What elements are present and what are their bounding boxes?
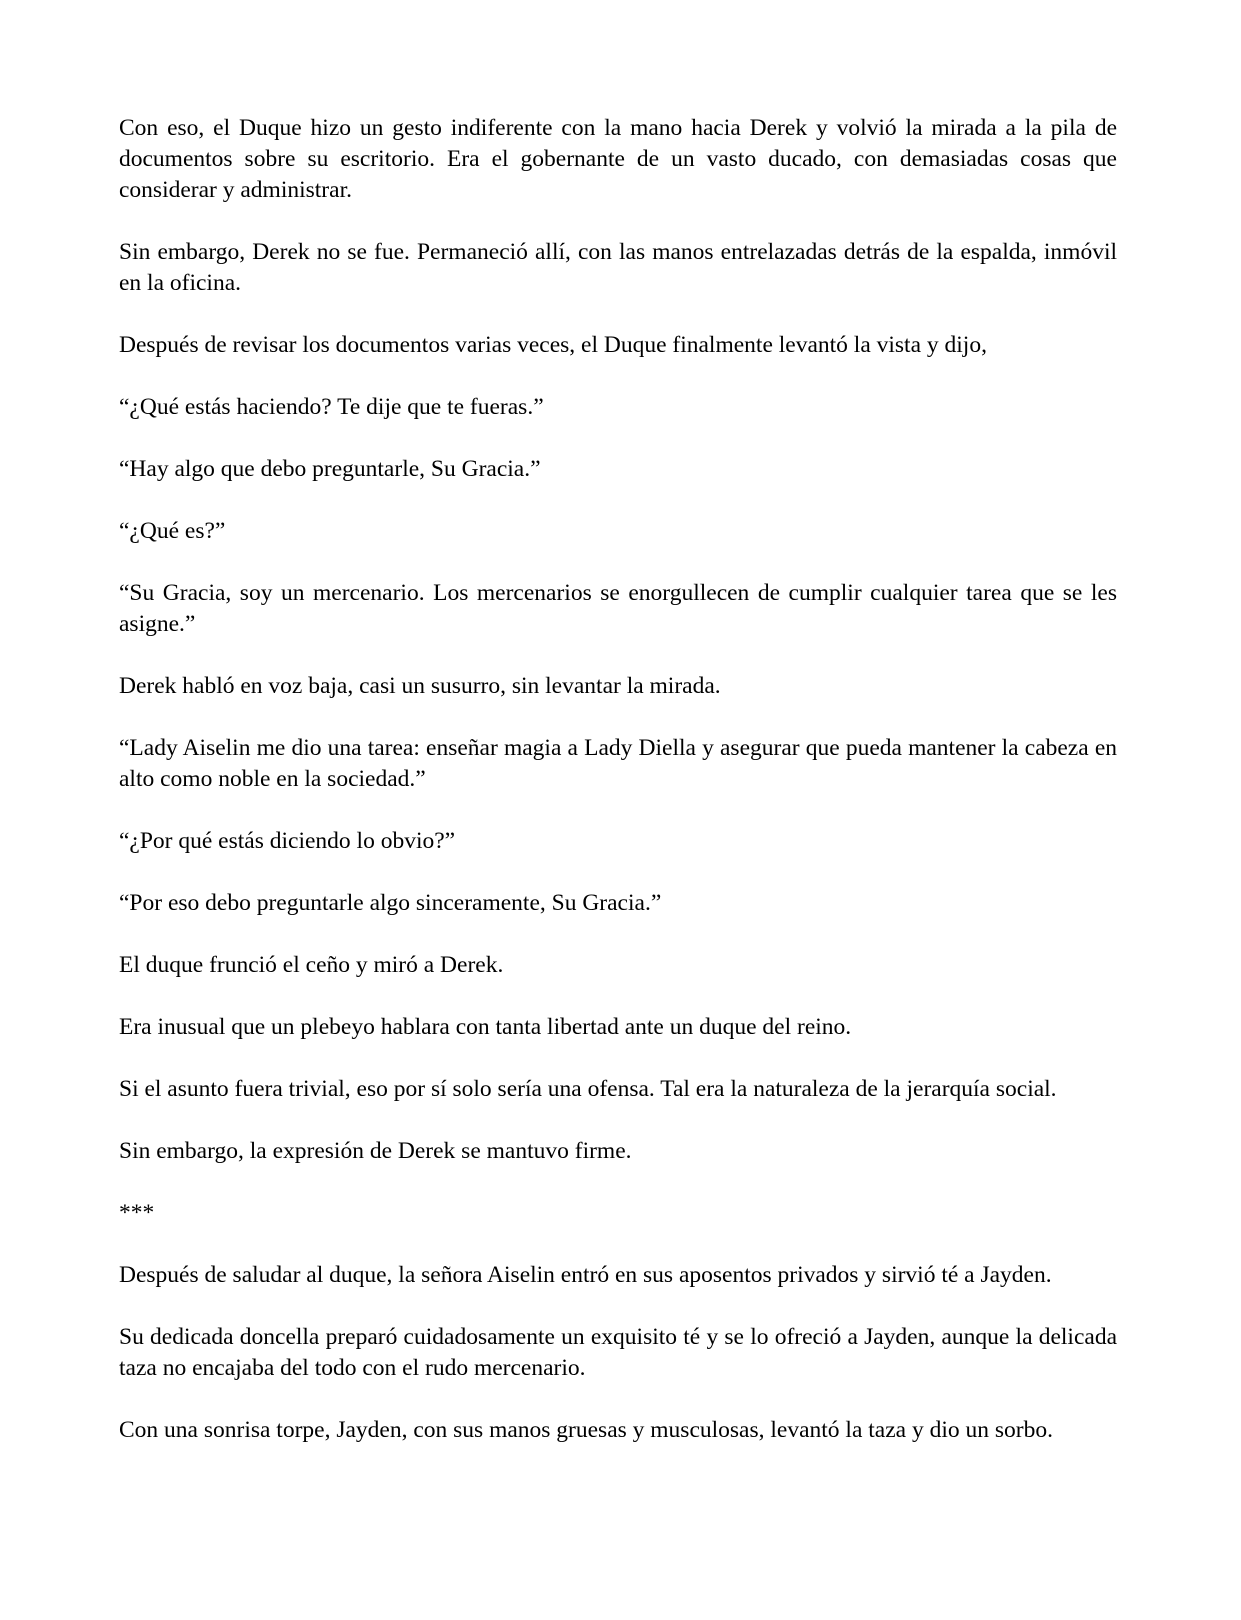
paragraph: Con una sonrisa torpe, Jayden, con sus manos gruesas y musculosas, levantó la taza y dio un sorbo.: [119, 1417, 1053, 1443]
document-body: [119, 113, 1117, 1477]
dialogue-line: “Lady Aiselin me dio una tarea: enseñar magia a Lady Diella y asegurar que pueda mantener la cabeza en alto como noble en la sociedad.”: [119, 735, 1117, 792]
paragraph: Sin embargo, la expresión de Derek se mantuvo firme.: [119, 1138, 632, 1164]
paragraph: Era inusual que un plebeyo hablara con tanta libertad ante un duque del reino.: [119, 1014, 852, 1040]
dialogue-line: “Su Gracia, soy un mercenario. Los mercenarios se enorgullecen de cumplir cualquier tarea que se les asigne.”: [119, 580, 1117, 637]
paragraph: El duque frunció el ceño y miró a Derek.: [119, 952, 504, 978]
dialogue-line: “Hay algo que debo preguntarle, Su Gracia.”: [119, 456, 541, 482]
dialogue-line: “¿Qué estás haciendo? Te dije que te fueras.”: [119, 394, 544, 420]
paragraph: Con eso, el Duque hizo un gesto indiferente con la mano hacia Derek y volvió la mirada a la pila de documentos sobre su escritorio. Era el gobernante de un vasto ducado, con demasiadas cosas que considerar y administrar.: [119, 115, 1117, 203]
paragraph: Si el asunto fuera trivial, eso por sí solo sería una ofensa. Tal era la naturaleza de la jerarquía social.: [119, 1076, 1057, 1102]
scene-break: ***: [119, 1200, 155, 1226]
dialogue-line: “¿Por qué estás diciendo lo obvio?”: [119, 828, 456, 854]
paragraph: Después de saludar al duque, la señora Aiselin entró en sus aposentos privados y sirvió té a Jayden.: [119, 1262, 1052, 1288]
paragraph: Después de revisar los documentos varias veces, el Duque finalmente levantó la vista y dijo,: [119, 332, 987, 358]
dialogue-line: “Por eso debo preguntarle algo sinceramente, Su Gracia.”: [119, 890, 662, 916]
paragraph: Su dedicada doncella preparó cuidadosamente un exquisito té y se lo ofreció a Jayden, aunque la delicada taza no encajaba del todo con el rudo mercenario.: [119, 1324, 1117, 1381]
paragraph: Derek habló en voz baja, casi un susurro, sin levantar la mirada.: [119, 673, 721, 699]
dialogue-line: “¿Qué es?”: [119, 518, 226, 544]
paragraph: Sin embargo, Derek no se fue. Permaneció allí, con las manos entrelazadas detrás de la espalda, inmóvil en la oficina.: [119, 239, 1117, 296]
